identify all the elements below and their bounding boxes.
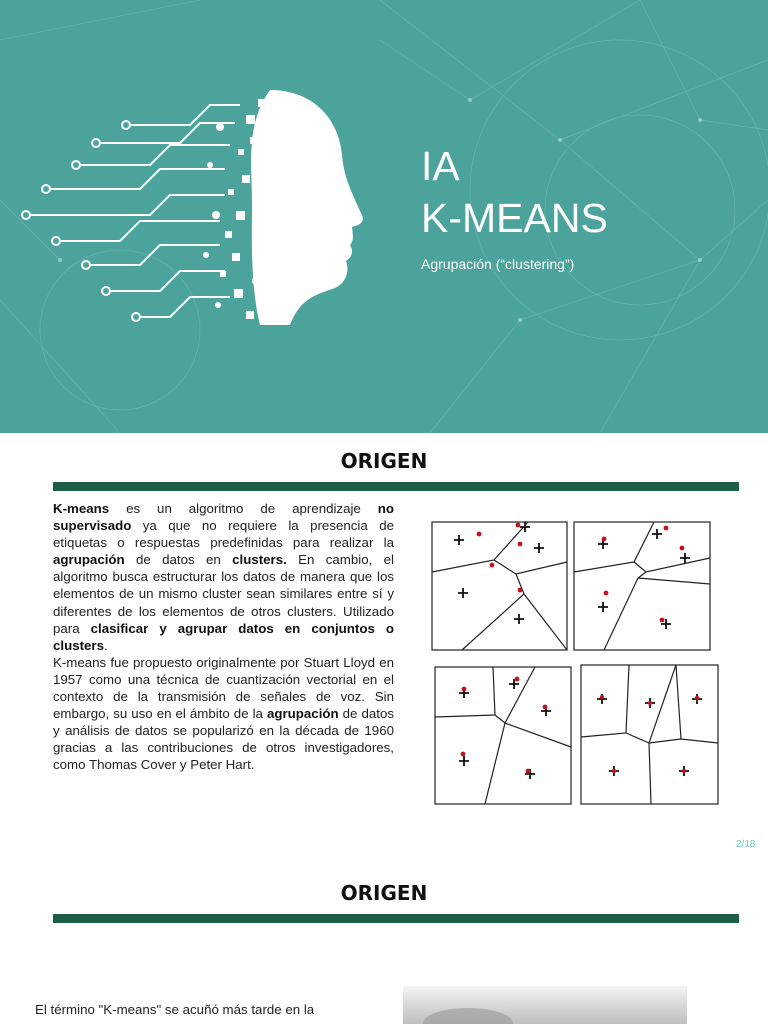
photo-shade: [423, 1008, 513, 1024]
bold-term: clusters.: [232, 552, 287, 568]
heading-rule: [53, 482, 739, 491]
cover-subtitle: Agrupación (“clustering”): [421, 256, 575, 272]
origin-text: [53, 500, 394, 774]
heading-rule-2: [53, 914, 739, 923]
figure-panel-2: [574, 522, 710, 650]
bold-term: clasificar y agrupar datos en conjuntos o clusters: [53, 620, 394, 653]
page-number: 2/18: [736, 839, 756, 850]
cover-title-line1: IA: [421, 143, 460, 189]
kmeans-voronoi-iterations-figure: [420, 512, 740, 807]
text-run: .: [104, 637, 108, 653]
text-run: de datos en: [124, 552, 233, 568]
cover-title: [421, 140, 608, 244]
origin-text-2: El término "K-means" se acuñó más tarde en la: [35, 1002, 315, 1017]
bold-term: agrupación: [53, 552, 125, 568]
section-heading-2: ORIGEN: [340, 881, 428, 905]
text-run: es un algoritmo de aprendizaje: [109, 501, 378, 516]
origin-paragraph-1: [53, 500, 394, 654]
text-run: de datos y análisis de datos se popularizó en la década de 1960 gracias a las contribuciones de otros investigadores, como Thomas Cover y Peter Hart.: [53, 706, 394, 773]
cover-slide: [0, 0, 768, 433]
text-run: En cambio, el algoritmo busca estructurar los datos de manera que los elementos de un mismo cluster sean similares entre sí y diferentes de los elementos de otros clusters. Utilizado para: [53, 552, 394, 636]
origin-paragraph-2: [53, 654, 394, 774]
cover-title-line2: K-MEANS: [421, 195, 608, 241]
figure-panel-4: [581, 665, 718, 804]
portrait-photo: [403, 986, 687, 1024]
ai-head-circuit-icon: [20, 85, 370, 345]
bold-term: agrupación: [266, 706, 339, 722]
text-run: ya que no requiere la presencia de etiquetas o respuestas predefinidas para realizar la: [53, 518, 394, 551]
bold-term: K-means: [53, 501, 110, 516]
section-heading: ORIGEN: [340, 449, 428, 473]
figure-panel-3: [435, 667, 571, 804]
figure-panel-1: [432, 522, 567, 650]
bold-term: no supervisado: [53, 501, 394, 534]
text-run: K-means fue propuesto originalmente por Stuart Lloyd en 1957 como una técnica de cuantización vectorial en el contexto de la transmisión de señales de voz. Sin embargo, su uso en el ámbito de la: [53, 654, 394, 722]
